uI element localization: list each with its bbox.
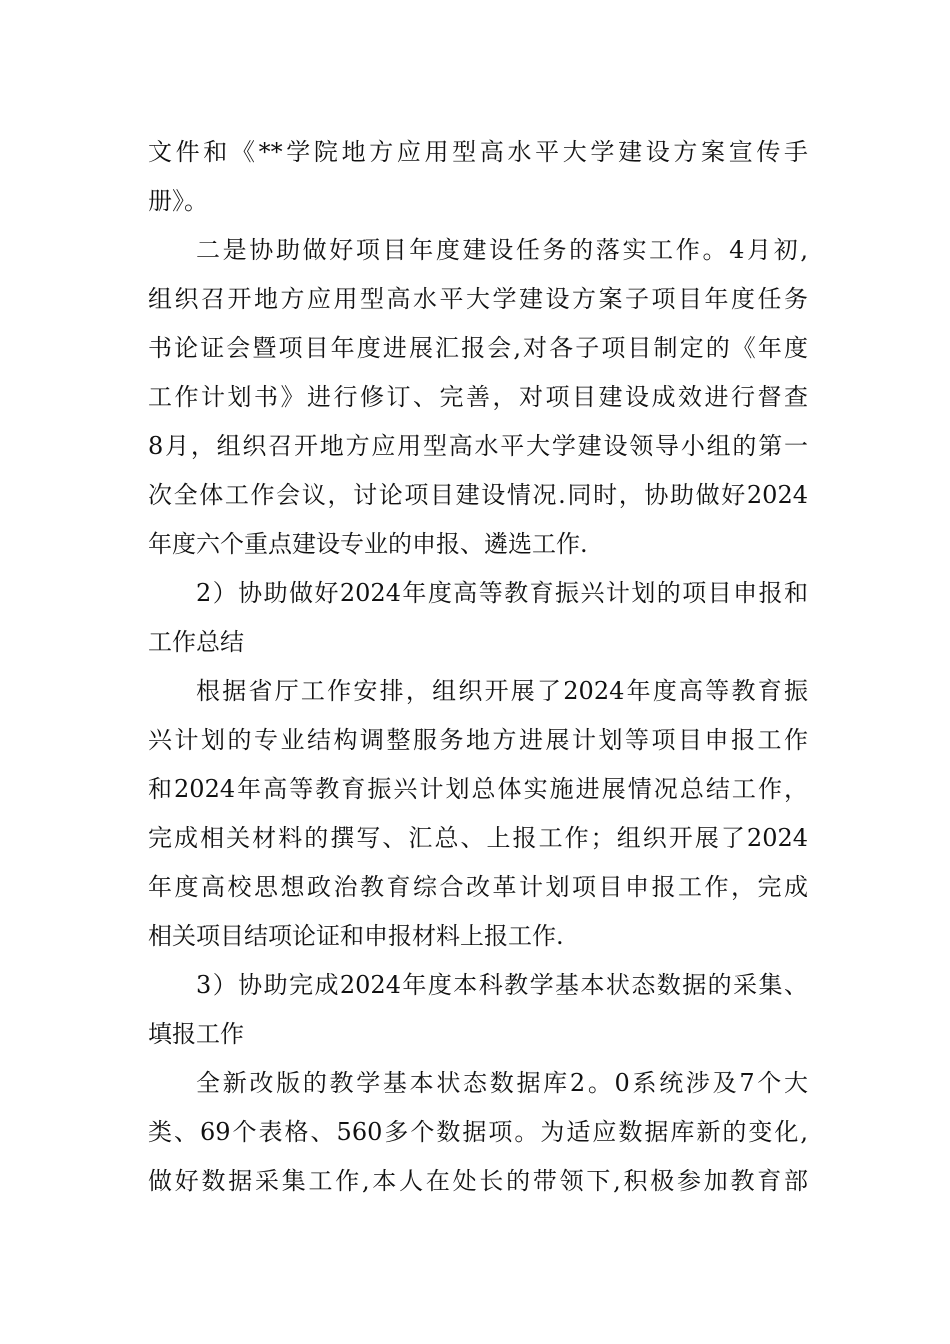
text-line: 类、69个表格、560多个数据项。为适应数据库新的变化, <box>148 1118 808 1146</box>
text-line: 8月，组织召开地方应用型高水平大学建设领导小组的第一 <box>148 432 808 460</box>
body-text <box>148 128 808 1206</box>
text-line: 次全体工作会议，讨论项目建设情况.同时，协助做好2024 <box>148 481 808 509</box>
section-heading-line: 3）协助完成2024年度本科教学基本状态数据的采集、 <box>196 971 808 999</box>
text-line: 相关项目结项论证和申报材料上报工作. <box>148 922 564 950</box>
text-line: 组织召开地方应用型高水平大学建设方案子项目年度任务 <box>148 285 808 313</box>
paragraph-first-line: 二是协助做好项目年度建设任务的落实工作。4月初, <box>196 236 808 264</box>
paragraph-first-line: 全新改版的教学基本状态数据库2。0系统涉及7个大 <box>196 1069 808 1097</box>
text-line: 年度六个重点建设专业的申报、遴选工作. <box>148 530 588 558</box>
text-line: 工作计划书》进行修订、完善，对项目建设成效进行督查 <box>148 383 808 411</box>
section-heading-line: 2）协助做好2024年度高等教育振兴计划的项目申报和 <box>196 579 808 607</box>
text-line: 年度高校思想政治教育综合改革计划项目申报工作，完成 <box>148 873 808 901</box>
paragraph-first-line: 根据省厅工作安排，组织开展了2024年度高等教育振 <box>196 677 808 705</box>
section-heading-line: 填报工作 <box>148 1020 244 1048</box>
text-line: 文件和《**学院地方应用型高水平大学建设方案宣传手 <box>148 138 808 166</box>
text-line: 兴计划的专业结构调整服务地方进展计划等项目申报工作 <box>148 726 808 754</box>
section-heading-line: 工作总结 <box>148 628 244 656</box>
text-line: 和2024年高等教育振兴计划总体实施进展情况总结工作， <box>148 775 808 803</box>
text-line: 做好数据采集工作,本人在处长的带领下,积极参加教育部 <box>148 1167 808 1195</box>
text-line: 书论证会暨项目年度进展汇报会,对各子项目制定的《年度 <box>148 334 808 362</box>
text-line: 完成相关材料的撰写、汇总、上报工作；组织开展了2024 <box>148 824 808 852</box>
text-line: 册》。 <box>148 187 208 215</box>
